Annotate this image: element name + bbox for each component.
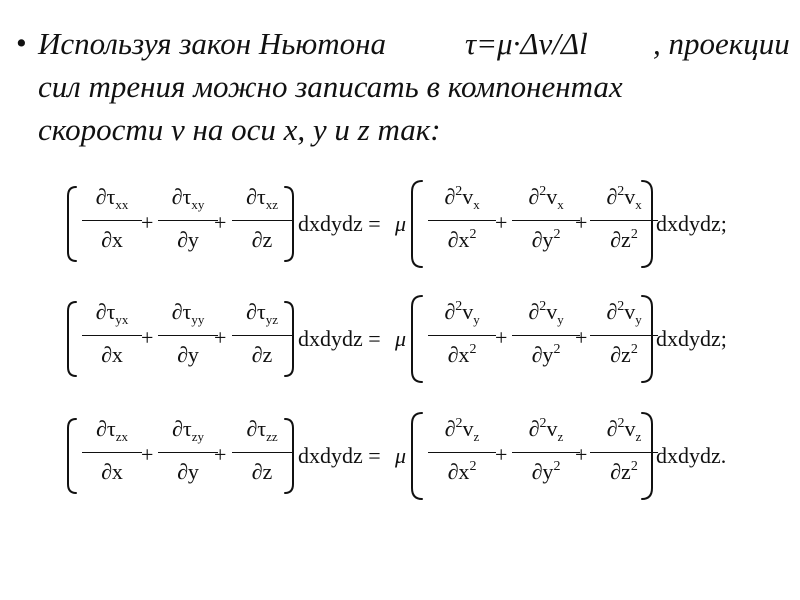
fraction-bar (512, 220, 580, 221)
velocity-component: y (557, 312, 564, 327)
velocity-component: z (473, 429, 480, 444)
right-paren-icon (641, 412, 653, 500)
right-paren-icon (284, 418, 294, 494)
partial-symbol: ∂ (528, 299, 540, 324)
fraction-denominator: ∂y (531, 342, 554, 367)
shear-fraction-x (80, 293, 144, 379)
shear-numerator: ∂τ (246, 299, 266, 324)
shear-fraction-y (156, 293, 220, 379)
lhs-volume-element: dxdydz = (298, 211, 381, 236)
plus-sign: + (141, 210, 154, 235)
viscosity-mu: μ (395, 443, 407, 468)
plus-sign: + (214, 210, 227, 235)
velocity-symbol: v (546, 416, 558, 441)
shear-subscript: yz (265, 312, 278, 327)
fraction-bar (232, 220, 292, 221)
left-paren-icon (67, 418, 77, 494)
shear-subscript: xy (191, 197, 205, 212)
fraction-denominator: ∂y (177, 342, 199, 367)
fraction-bar (232, 452, 292, 453)
shear-numerator: ∂τ (95, 299, 116, 324)
fraction-bar (428, 335, 496, 336)
rhs-volume-element: dxdydz. (656, 443, 727, 468)
shear-subscript: zy (191, 429, 204, 444)
partial-symbol: ∂ (528, 416, 540, 441)
shear-numerator: ∂τ (246, 416, 267, 441)
fraction-bar (428, 220, 496, 221)
partial-symbol: ∂ (444, 184, 456, 209)
power-two: 2 (630, 227, 638, 242)
fraction-denominator: ∂x (101, 459, 123, 484)
rhs-volume-element: dxdydz; (656, 211, 727, 236)
power-two: 2 (469, 459, 477, 474)
velocity-component: y (635, 312, 642, 327)
power-two: 2 (617, 299, 625, 314)
text-line-3: скорости v на оси x, y и z так: (38, 112, 441, 147)
text-line-1: Используя закон Ньютона (38, 26, 386, 61)
power-two: 2 (539, 184, 547, 199)
power-two: 2 (455, 184, 463, 199)
left-paren-icon (67, 301, 77, 377)
fraction-denominator: ∂z (610, 459, 631, 484)
velocity-symbol: v (624, 299, 636, 324)
velocity-symbol: v (462, 299, 474, 324)
text-line-2: сил трения можно записать в компонентах (38, 69, 623, 104)
plus-sign: + (575, 210, 588, 235)
fraction-denominator: ∂z (610, 342, 631, 367)
partial-symbol: ∂ (606, 184, 618, 209)
plus-sign: + (141, 325, 154, 350)
velocity-component: x (557, 197, 564, 212)
partial-symbol: ∂ (606, 299, 618, 324)
right-paren-icon (641, 295, 653, 383)
velocity-component: x (473, 197, 480, 212)
velocity-symbol: v (624, 184, 636, 209)
plus-sign: + (141, 442, 154, 467)
fraction-denominator: ∂x (101, 227, 123, 252)
second-derivative-y (510, 293, 582, 379)
second-derivative-y (510, 410, 582, 496)
shear-fraction-x (80, 410, 144, 496)
fraction-bar (512, 452, 580, 453)
shear-fraction-y (156, 410, 220, 496)
fraction-bar (158, 452, 218, 453)
second-derivative-x (426, 410, 498, 496)
fraction-bar (512, 335, 580, 336)
right-paren-icon (641, 180, 653, 268)
right-paren-icon (284, 301, 294, 377)
power-two: 2 (630, 459, 638, 474)
fraction-denominator: ∂x (447, 459, 470, 484)
shear-numerator: ∂τ (171, 299, 192, 324)
velocity-symbol: v (624, 416, 636, 441)
power-two: 2 (469, 342, 477, 357)
fraction-bar (158, 220, 218, 221)
partial-symbol: ∂ (444, 299, 456, 324)
fraction-denominator: ∂x (447, 227, 470, 252)
partial-symbol: ∂ (528, 184, 540, 209)
shear-numerator: ∂τ (171, 184, 192, 209)
friction-equation-2 (0, 293, 800, 393)
shear-numerator: ∂τ (172, 416, 192, 441)
partial-symbol: ∂ (606, 416, 618, 441)
power-two: 2 (539, 416, 547, 431)
second-derivative-y (510, 178, 582, 264)
left-paren-icon (67, 186, 77, 262)
plus-sign: + (495, 210, 508, 235)
velocity-symbol: v (462, 184, 474, 209)
fraction-denominator: ∂z (251, 342, 273, 367)
fraction-bar (232, 335, 292, 336)
plus-sign: + (495, 442, 508, 467)
power-two: 2 (553, 227, 561, 242)
fraction-bar (158, 335, 218, 336)
velocity-symbol: v (546, 299, 558, 324)
newton-law-formula: τ=μ·Δv/Δl (465, 26, 588, 61)
shear-numerator: ∂τ (246, 184, 266, 209)
shear-subscript: xz (265, 197, 278, 212)
fraction-denominator: ∂y (531, 459, 554, 484)
velocity-component: z (557, 429, 564, 444)
velocity-symbol: v (546, 184, 558, 209)
fraction-denominator: ∂z (251, 227, 273, 252)
fraction-bar (82, 220, 142, 221)
fraction-denominator: ∂z (610, 227, 631, 252)
shear-subscript: zz (266, 429, 278, 444)
plus-sign: + (575, 442, 588, 467)
fraction-bar (82, 452, 142, 453)
shear-fraction-y (156, 178, 220, 264)
viscosity-mu: μ (395, 211, 407, 236)
power-two: 2 (630, 342, 638, 357)
shear-subscript: xx (115, 197, 129, 212)
shear-numerator: ∂τ (96, 416, 116, 441)
fraction-denominator: ∂y (177, 459, 199, 484)
velocity-symbol: v (462, 416, 474, 441)
shear-fraction-x (80, 178, 144, 264)
bullet-marker: • (14, 29, 29, 58)
viscosity-mu: μ (395, 326, 407, 351)
plus-sign: + (495, 325, 508, 350)
plus-sign: + (575, 325, 588, 350)
power-two: 2 (553, 459, 561, 474)
fraction-denominator: ∂x (447, 342, 470, 367)
second-derivative-x (426, 178, 498, 264)
velocity-component: z (635, 429, 642, 444)
left-paren-icon (411, 412, 423, 500)
left-paren-icon (411, 295, 423, 383)
friction-equation-1 (0, 178, 800, 278)
power-two: 2 (617, 416, 625, 431)
lhs-volume-element: dxdydz = (298, 443, 381, 468)
fraction-denominator: ∂y (531, 227, 554, 252)
friction-equation-3 (0, 410, 800, 510)
power-two: 2 (455, 299, 463, 314)
fraction-denominator: ∂y (177, 227, 199, 252)
shear-subscript: zx (115, 429, 128, 444)
fraction-bar (428, 452, 496, 453)
fraction-bar (82, 335, 142, 336)
power-two: 2 (455, 416, 463, 431)
rhs-volume-element: dxdydz; (656, 326, 727, 351)
velocity-component: x (635, 197, 642, 212)
fraction-denominator: ∂z (251, 459, 273, 484)
shear-subscript: yy (191, 312, 205, 327)
lhs-volume-element: dxdydz = (298, 326, 381, 351)
power-two: 2 (617, 184, 625, 199)
power-two: 2 (539, 299, 547, 314)
left-paren-icon (411, 180, 423, 268)
second-derivative-x (426, 293, 498, 379)
text-line-1-end: , проекции (653, 26, 790, 61)
power-two: 2 (553, 342, 561, 357)
fraction-denominator: ∂x (101, 342, 123, 367)
shear-numerator: ∂τ (95, 184, 116, 209)
plus-sign: + (214, 325, 227, 350)
partial-symbol: ∂ (444, 416, 456, 441)
plus-sign: + (214, 442, 227, 467)
shear-subscript: yx (115, 312, 129, 327)
right-paren-icon (284, 186, 294, 262)
velocity-component: y (473, 312, 480, 327)
power-two: 2 (469, 227, 477, 242)
